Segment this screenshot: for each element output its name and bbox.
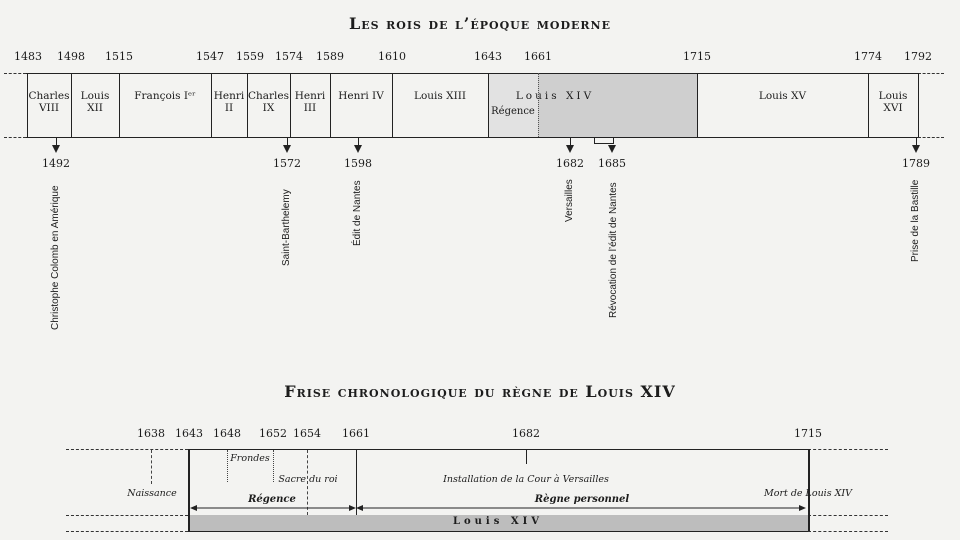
- king-francois-i: François Iᵉʳ: [134, 90, 196, 102]
- event-label: Mort de Louis XIV: [763, 488, 853, 499]
- event-label: Édit de Nantes: [352, 180, 363, 246]
- event-year: 1598: [344, 157, 372, 170]
- reign-divider: [488, 73, 489, 137]
- event-year: 1682: [556, 157, 584, 170]
- king-louis-xv: Louis XV: [758, 90, 807, 102]
- timeline-dash-left-top: [4, 73, 26, 74]
- king-louis-xvi: Louis XVI: [878, 90, 908, 114]
- event-label: Frondes: [230, 453, 270, 464]
- year-label: 1792: [904, 50, 932, 63]
- year-label: 1661: [342, 427, 370, 440]
- event-tick-versailles: [526, 450, 527, 464]
- bottom-dash-right-top: [808, 449, 888, 450]
- regence-label: Régence: [491, 106, 535, 117]
- king-louis-xii: Louis XII: [80, 90, 110, 114]
- arrow-down-icon: [354, 145, 362, 153]
- year-label: 1638: [137, 427, 165, 440]
- timeline-dash-left-bottom: [4, 137, 26, 138]
- event-year: 1492: [42, 157, 70, 170]
- timeline-dash-right-bottom: [918, 137, 944, 138]
- event-label: Révocation de l’édit de Nantes: [608, 182, 619, 318]
- event-arrow-stem: [287, 137, 288, 145]
- regne-personnel-arrow: [356, 505, 806, 511]
- event-year: 1685: [598, 157, 626, 170]
- event-label: Naissance: [127, 488, 177, 499]
- bottom-dash-left-top: [66, 449, 188, 450]
- event-arrow-stem: [56, 137, 57, 145]
- reign-divider: [918, 73, 919, 137]
- year-label: 1652: [259, 427, 287, 440]
- event-year: 1572: [273, 157, 301, 170]
- year-label: 1547: [196, 50, 224, 63]
- king-charles-ix: Charles IX: [247, 90, 290, 114]
- event-tick-naissance: [151, 450, 152, 484]
- event-bracket: [594, 137, 614, 144]
- bottom-dash-right-mid: [808, 515, 888, 516]
- year-label: 1610: [378, 50, 406, 63]
- year-label: 1715: [794, 427, 822, 440]
- bottom-top-line: [188, 449, 808, 450]
- timeline-bottom-line: [26, 137, 918, 138]
- timeline-dash-right-top: [918, 73, 944, 74]
- top-title: Les rois de l’époque moderne: [349, 14, 611, 33]
- event-label: Christophe Colomb en Amérique: [50, 185, 61, 330]
- king-louis-xiv: Louis XIV: [515, 90, 595, 102]
- arrow-down-icon: [283, 145, 291, 153]
- year-label: 1774: [854, 50, 882, 63]
- year-label: 1648: [213, 427, 241, 440]
- year-label: 1498: [57, 50, 85, 63]
- event-label: Sacre du roi: [278, 474, 338, 485]
- regence-arrow: [190, 505, 356, 511]
- bottom-dash-right-low: [808, 531, 888, 532]
- event-label: Versailles: [564, 179, 575, 222]
- year-label: 1643: [175, 427, 203, 440]
- year-label: 1654: [293, 427, 321, 440]
- bottom-dash-left-low: [66, 531, 188, 532]
- event-year: 1789: [902, 157, 930, 170]
- event-label: Prise de la Bastille: [910, 179, 921, 262]
- year-label: 1661: [524, 50, 552, 63]
- year-label: 1574: [275, 50, 303, 63]
- arrow-right-icon: [349, 505, 356, 511]
- year-label: 1589: [316, 50, 344, 63]
- king-henri-ii: Henri II: [213, 90, 245, 114]
- arrow-right-icon: [799, 505, 806, 511]
- year-label: 1682: [512, 427, 540, 440]
- year-label: 1559: [236, 50, 264, 63]
- year-label: 1715: [683, 50, 711, 63]
- arrow-down-icon: [566, 145, 574, 153]
- arrow-left-icon: [356, 505, 363, 511]
- arrow-left-icon: [190, 505, 197, 511]
- bottom-boundary-1643: [188, 449, 190, 531]
- event-arrow-stem: [358, 137, 359, 145]
- year-label: 1515: [105, 50, 133, 63]
- louis-xiv-bar-label: Louis XIV: [452, 516, 544, 527]
- event-arrow-stem: [570, 137, 571, 145]
- event-tick-frondes-end: [273, 450, 274, 482]
- event-label: Installation de la Cour à Versailles: [443, 474, 609, 485]
- arrow-down-icon: [52, 145, 60, 153]
- year-label: 1483: [14, 50, 42, 63]
- arrow-down-icon: [912, 145, 920, 153]
- event-label: Saint-Barthelemy: [281, 189, 292, 266]
- year-label: 1643: [474, 50, 502, 63]
- arrow-down-icon: [608, 145, 616, 153]
- king-charles-viii: Charles VIII: [28, 90, 70, 114]
- event-arrow-stem: [916, 137, 917, 145]
- event-tick-frondes: [227, 450, 228, 482]
- king-henri-iii: Henri III: [294, 90, 326, 114]
- period-regence: Régence: [245, 494, 299, 505]
- bottom-dash-left-mid: [66, 515, 188, 516]
- period-regne-personnel: Règne personnel: [532, 494, 632, 505]
- king-henri-iv: Henri IV: [338, 90, 384, 102]
- king-louis-xiii: Louis XIII: [413, 90, 467, 102]
- bottom-title: Frise chronologique du règne de Louis XIV: [284, 382, 676, 401]
